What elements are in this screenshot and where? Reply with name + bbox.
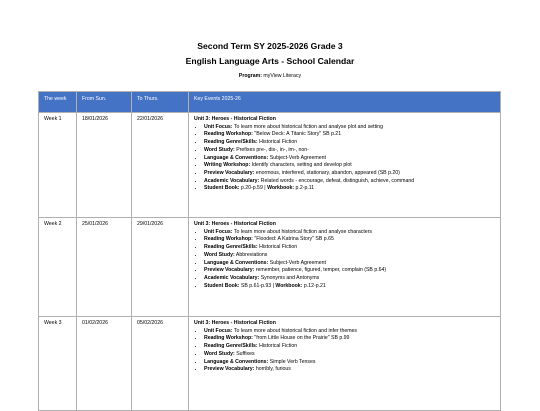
- list-item: [204, 170, 495, 178]
- program-line: [0, 73, 540, 79]
- item-text-2: p.12-p.21: [303, 282, 326, 289]
- list-item: [204, 275, 495, 283]
- unit-title: Unit 3: Heroes - Historical Fiction: [194, 320, 276, 326]
- list-item: [204, 328, 495, 336]
- list-item: [204, 260, 495, 268]
- from-cell: 01/02/2026: [77, 317, 132, 411]
- list-item: [204, 162, 495, 170]
- unit-title: Unit 3: Heroes - Historical Fiction: [194, 221, 276, 227]
- header-week: The week: [39, 92, 77, 113]
- item-text: "Below Deck: A Titanic Story" SB p.21: [254, 131, 342, 138]
- list-item: [204, 283, 495, 291]
- table-header-row: [39, 92, 501, 113]
- item-label: Language & Conventions:: [204, 358, 269, 365]
- unit-title: Unit 3: Heroes - Historical Fiction: [194, 116, 276, 122]
- list-item: [204, 351, 495, 359]
- from-cell: 25/01/2026: [77, 218, 132, 317]
- document-title: Second Term SY 2025-2026 Grade 3: [197, 41, 343, 51]
- table-row: [39, 113, 501, 218]
- table-row: [39, 317, 501, 411]
- header-to: To Thurs.: [132, 92, 189, 113]
- item-label: Student Book:: [204, 185, 240, 192]
- list-item: [204, 244, 495, 252]
- list-item: [204, 131, 495, 139]
- item-text: enormous, interfered, stationary, abandon, appeared (SB p.20): [255, 169, 400, 176]
- item-text: Suffixes: [236, 350, 255, 357]
- item-text: Historical Fiction: [259, 139, 298, 146]
- header-key-events: Key Events 2025-26: [189, 92, 501, 113]
- item-label: Word Study:: [204, 146, 235, 153]
- item-text-2: p.2-p.11: [295, 185, 315, 192]
- item-label: Preview Vocabulary:: [204, 169, 255, 176]
- week-cell: Week 1: [39, 113, 77, 218]
- item-text: To learn more about historical fiction and analyse plot and setting: [233, 123, 383, 130]
- item-label: Language & Conventions:: [204, 259, 269, 266]
- item-label-2: Workbook:: [267, 185, 295, 192]
- item-text: "from Little House on the Prairie" SB p.99: [254, 335, 350, 342]
- item-label: Academic Vocabulary:: [204, 177, 260, 184]
- item-text: Synonyms and Antonyms: [260, 274, 320, 281]
- item-label: Preview Vocabulary:: [204, 366, 255, 373]
- item-label: Language & Conventions:: [204, 154, 269, 161]
- document-subtitle: English Language Arts - School Calendar: [185, 56, 355, 66]
- header-from: From Sun.: [77, 92, 132, 113]
- item-text: p.20-p.59 |: [240, 185, 268, 192]
- events-cell: [189, 317, 501, 411]
- to-cell: 29/01/2026: [132, 218, 189, 317]
- week-cell: Week 2: [39, 218, 77, 317]
- item-text: Simple Verb Tenses: [269, 358, 316, 365]
- item-text: remember, patience, figured, temper, complain (SB p.64): [255, 267, 387, 274]
- events-list: [194, 124, 495, 193]
- events-cell: [189, 113, 501, 218]
- item-text: Historical Fiction: [259, 343, 298, 350]
- item-label: Reading Genre/Skills:: [204, 244, 258, 251]
- item-text: Historical Fiction: [259, 244, 298, 251]
- item-text: Subject-Verb Agreement: [269, 154, 326, 161]
- item-label-2: Workbook:: [275, 282, 303, 289]
- item-text: Prefixes pre-, dis-, in-, im-, non-: [236, 146, 309, 153]
- item-text: To learn more about historical fiction and infer themes: [233, 327, 358, 334]
- events-list: [194, 229, 495, 291]
- item-label: Unit Focus:: [204, 123, 233, 130]
- item-text: SB p.61-p.93 |: [240, 282, 276, 289]
- item-text: Related words - encourage, defeat, distinguish, achieve, command: [260, 177, 415, 184]
- item-text: "Flooded: A Katrina Story" SB p.65: [254, 236, 334, 243]
- item-text: Identify characters, setting and develop plot: [251, 162, 352, 169]
- table-row: [39, 218, 501, 317]
- to-cell: 05/02/2026: [132, 317, 189, 411]
- events-list: [194, 328, 495, 374]
- list-item: [204, 343, 495, 351]
- item-label: Reading Workshop:: [204, 335, 253, 342]
- program-value: myView Literacy: [263, 73, 302, 79]
- item-label: Reading Workshop:: [204, 236, 253, 243]
- week-cell: Week 3: [39, 317, 77, 411]
- item-text: Abbreviations: [235, 251, 268, 258]
- item-text: To learn more about historical fiction and analyse characters: [233, 228, 373, 235]
- item-label: Reading Workshop:: [204, 131, 253, 138]
- item-label: Word Study:: [204, 251, 235, 258]
- list-item: [204, 359, 495, 367]
- list-item: [204, 335, 495, 343]
- item-text: Subject-Verb Agreement: [269, 259, 326, 266]
- to-cell: 22/01/2026: [132, 113, 189, 218]
- from-cell: 18/01/2026: [77, 113, 132, 218]
- list-item: [204, 124, 495, 132]
- item-text: horribly, furious: [255, 366, 291, 373]
- item-label: Preview Vocabulary:: [204, 267, 255, 274]
- list-item: [204, 185, 495, 193]
- item-label: Word Study:: [204, 350, 235, 357]
- item-label: Unit Focus:: [204, 327, 233, 334]
- item-label: Reading Genre/Skills:: [204, 343, 258, 350]
- list-item: [204, 229, 495, 237]
- list-item: [204, 155, 495, 163]
- list-item: [204, 252, 495, 260]
- list-item: [204, 139, 495, 147]
- events-cell: [189, 218, 501, 317]
- item-label: Unit Focus:: [204, 228, 233, 235]
- calendar-table: [38, 91, 501, 411]
- list-item: [204, 267, 495, 275]
- list-item: [204, 236, 495, 244]
- program-label: Program:: [238, 73, 262, 79]
- item-label: Writing Workshop:: [204, 162, 251, 169]
- item-label: Academic Vocabulary:: [204, 274, 260, 281]
- item-label: Reading Genre/Skills:: [204, 139, 258, 146]
- list-item: [204, 147, 495, 155]
- list-item: [204, 178, 495, 186]
- list-item: [204, 366, 495, 374]
- item-label: Student Book:: [204, 282, 240, 289]
